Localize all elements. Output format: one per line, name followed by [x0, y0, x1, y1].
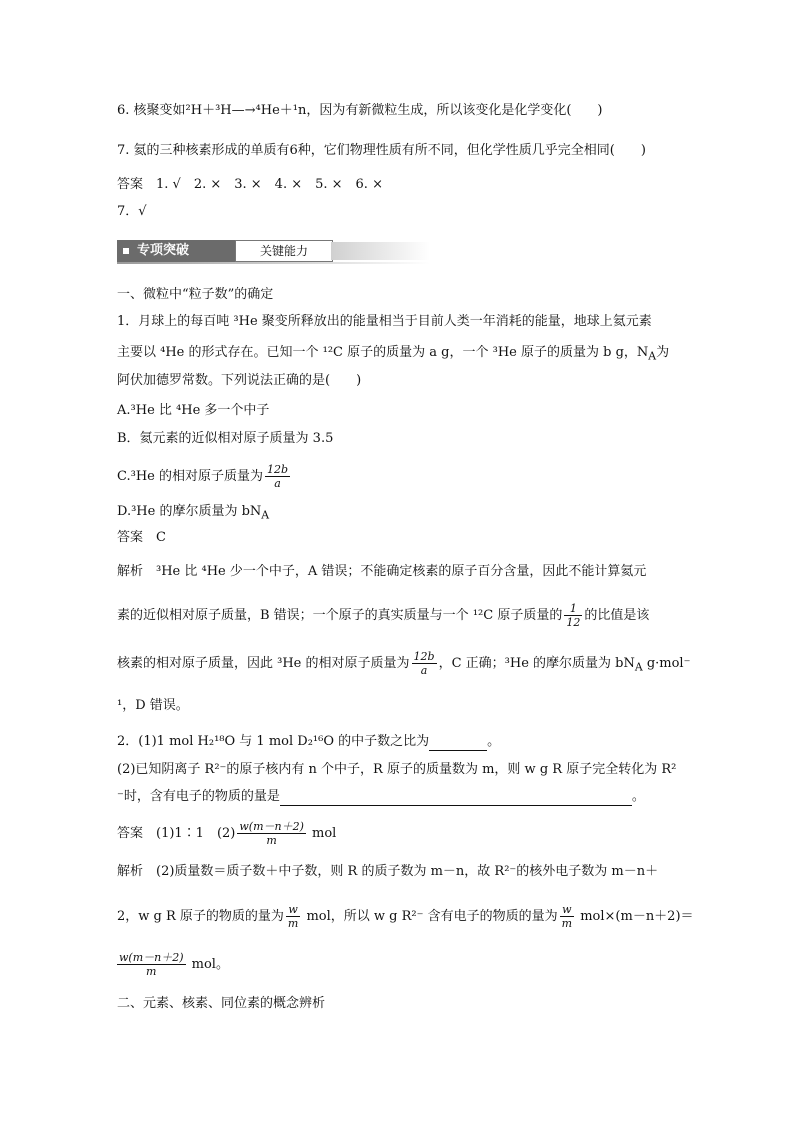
square-bullet-icon	[123, 248, 129, 254]
final-fraction	[117, 951, 186, 978]
option-c-text: C.³He 的相对原子质量为	[117, 469, 263, 484]
banner-rule	[117, 262, 430, 264]
frac-den: m	[287, 917, 299, 930]
p1-l2-text: 主要以 ⁴He 的形式存在。已知一个 ¹²C 原子的质量为 a g，一个 ³He 原子的质量为 b g，N	[117, 345, 649, 360]
problem-2-explanation-3	[117, 951, 229, 978]
problem-2-explanation-1: 解析 (2)质量数＝质子数＋中子数，则 R 的质子数为 m－n，故 R²⁻的核外电子数为 m－n＋	[117, 864, 659, 879]
frac-num: 1	[564, 602, 582, 616]
p1-l2-end: 为	[656, 345, 670, 360]
option-c-fraction	[265, 463, 290, 490]
p2-l3-b: 。	[631, 789, 645, 804]
frac-den: m	[266, 834, 277, 847]
option-a: A.³He 比 ⁴He 多一个中子	[117, 403, 270, 418]
frac-num: w	[286, 903, 300, 917]
banner-fade	[331, 242, 430, 260]
p1-exp2-a: 素的近似相对原子质量，B 错误；一个原子的真实质量与一个 ¹²C 原子质量的	[117, 608, 563, 623]
option-c	[117, 463, 292, 490]
problem-2-line-3	[117, 788, 645, 806]
option-d	[117, 503, 269, 525]
p2-l1-b: 。	[487, 734, 501, 749]
option-d-text: D.³He 的摩尔质量为 bN	[117, 504, 262, 519]
problem-1-explanation-1: 解析 ³He 比 ⁴He 少一个中子，A 错误；不能确定核素的原子百分含量，因此不能计算氦元	[117, 564, 647, 579]
frac-den: m	[561, 917, 573, 930]
answer-blank-2[interactable]	[280, 791, 632, 806]
frac-num: w	[560, 903, 574, 917]
p1-exp3-b: ，C 正确；³He 的摩尔质量为 bN	[438, 656, 635, 671]
banner-left-label: 专项突破	[137, 243, 190, 258]
electron-moles-fraction	[237, 820, 306, 847]
problem-1-explanation-3	[117, 650, 690, 677]
p1-l2-sub: A	[648, 349, 657, 363]
question-6: 6. 核聚变如²H＋³H—→⁴He＋¹n，因为有新微粒生成，所以该变化是化学变化( )	[117, 103, 603, 118]
frac-den: a	[420, 664, 428, 677]
problem-1-line-3: 阿伏加德罗常数。下列说法正确的是( )	[117, 373, 362, 388]
p1-exp3-sub: A	[634, 660, 643, 674]
p1-exp3-c: g·mol⁻	[642, 656, 691, 671]
relative-mass-fraction	[412, 650, 437, 677]
frac-num: 12b	[267, 463, 289, 476]
w-over-m-fraction-2	[560, 903, 574, 930]
problem-1-answer: 答案 C	[117, 530, 166, 545]
p2-ans-a: 答案 (1)1∶1 (2)	[117, 826, 236, 841]
option-d-sub: A	[261, 508, 270, 522]
problem-2-line-2: (2)已知阴离子 R²⁻的原子核内有 n 个中子，R 原子的质量数为 m，则 w g R 原子完全转化为 R²	[117, 762, 677, 777]
banner-right	[235, 240, 333, 262]
p2-ans-b: mol	[307, 826, 337, 841]
section-banner	[117, 240, 430, 264]
option-b: B．氦元素的近似相对原子质量为 3.5	[117, 431, 334, 446]
p2-exp2-b: mol，所以 w g R²⁻ 含有电子的物质的量为	[302, 909, 558, 924]
banner-left	[117, 240, 235, 262]
one-twelfth-fraction	[564, 602, 582, 629]
p2-exp2-c: mol×(m－n＋2)＝	[576, 909, 694, 924]
problem-1-line-2	[117, 344, 669, 366]
w-over-m-fraction-1	[286, 903, 300, 930]
section-1-heading: 一、微粒中“粒子数”的确定	[117, 287, 274, 302]
problem-2-answer	[117, 820, 336, 847]
frac-num: 12b	[413, 650, 435, 663]
p1-exp2-b: 的比值是该	[584, 608, 650, 623]
problem-1-explanation-2	[117, 602, 649, 629]
frac-num: w(m－n＋2)	[119, 951, 184, 964]
frac-den: m	[146, 965, 157, 978]
problem-2-explanation-2	[117, 903, 694, 930]
answer-line: 答案 1. √ 2. × 3. × 4. × 5. × 6. ×	[117, 177, 383, 192]
p2-l1-a: 2．(1)1 mol H₂¹⁸O 与 1 mol D₂¹⁶O 的中子数之比为	[117, 734, 430, 749]
p2-l3-a: ⁻时，含有电子的物质的量是	[117, 789, 280, 804]
frac-num: w(m－n＋2)	[239, 820, 304, 833]
answer-blank-1[interactable]	[429, 736, 487, 751]
section-2-heading: 二、元素、核素、同位素的概念辨析	[117, 996, 326, 1011]
problem-1-line-1: 1．月球上的每百吨 ³He 聚变所释放出的能量相当于目前人类一年消耗的能量，地球上氦元素	[117, 314, 652, 329]
problem-1-explanation-4: ¹，D 错误。	[117, 698, 189, 713]
p1-exp3-a: 核素的相对原子质量，因此 ³He 的相对原子质量为	[117, 656, 410, 671]
question-7: 7. 氦的三种核素形成的单质有6种，它们物理性质有所不同，但化学性质几乎完全相同( )	[117, 143, 646, 158]
p2-exp2-a: 2，w g R 原子的物质的量为	[117, 909, 284, 924]
problem-2-line-1	[117, 733, 500, 751]
answer-line-7: 7．√	[117, 204, 147, 219]
p2-exp3-b: mol。	[187, 957, 229, 972]
frac-den: a	[274, 477, 281, 490]
frac-den: 12	[566, 616, 581, 629]
banner-right-label: 关键能力	[259, 244, 308, 258]
